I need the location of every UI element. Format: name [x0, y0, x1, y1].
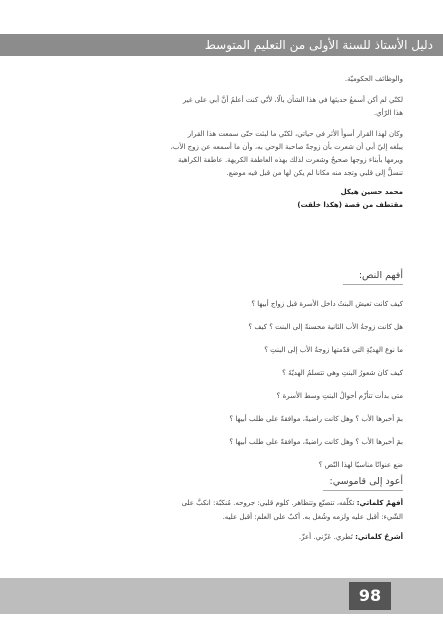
question-item: ما نوع الهديّةِ التي قدّمتها زوجةُ الأب إلى البنتِ ؟ — [264, 346, 403, 354]
header-title: دليل الأستاذ للسنة الأولى من التعليم المتوسط — [204, 38, 433, 52]
passage-line: وكان لهذا القرار أسوأُ الأثر في حياتي، لكنّي ما لبثت حتّى سمعت هذا القرار — [187, 130, 403, 138]
glossary — [40, 496, 403, 544]
question-item: كيف كان شعورُ البنتِ وهي تتسلمُ الهديّةَ ؟ — [282, 369, 403, 377]
question-item: بمَ أخبرها الأب ؟ وهل كانت راضيةً، موافقةً على طلب أبيها ؟ — [229, 415, 403, 423]
question-item: بمَ أخبرها الأب ؟ وهل كانت راضيةً، موافقةً على طلب أبيها ؟ — [229, 438, 403, 446]
passage-line: لكنّي لم أكن أسمعُ حديثها في هذا الشأن بالًا، لأنّي كنت أعلمُ أنَّ أبي على غير — [182, 96, 403, 104]
understand-heading: أفهم النص: — [343, 270, 403, 285]
passage-line: تنسلُّ إلى قلبي وتجد منه مكانا لم يكن لها من قبل فيه موضع. — [226, 169, 403, 177]
glossary-label: أشرحُ كلماتي: — [355, 533, 403, 541]
passage — [40, 73, 403, 212]
question-item: هل كانت زوجةُ الأب الثانية محسنةً إلى البنت ؟ كيف ؟ — [248, 323, 403, 331]
glossary-text: تَطري. عَزّني. أعزّ. — [298, 533, 356, 541]
dictionary-heading: أعود إلى قاموسي: — [323, 476, 403, 491]
passage-line: والوظائف الحكوميّة. — [344, 75, 403, 83]
glossary-text: تكلّفه، تتصنّع وتتظاهر. كلوم قلبي: جروحه. مُنكبّة: انكبَّ على — [181, 499, 357, 507]
passage-line: ويرمها بأبناء زوجها صحيحٌ وشعرت لذلك بهذه العاطفة الكريهة. عاطفة الكراهية — [178, 156, 403, 164]
passage-source: مقتطف من قصة (هكذا خلقت) — [297, 201, 403, 209]
question-item: ضع عنوانًا مناسبًا لهذا النّص ؟ — [318, 461, 403, 469]
question-item: كيف كانت تعيش البنتُ داخل الأسرة قبل زواج أبيها ؟ — [251, 300, 403, 308]
glossary-line: الشّيء: أقبل عليه ولزمه وشُغل به. أكبّ على العلم: أقبل عليه. — [222, 513, 403, 521]
passage-line: هذا الرّأي. — [373, 109, 403, 117]
glossary-label: أفهمُ كلماتي: — [356, 499, 403, 507]
question-item: متى بدأت تتأزّم أحوالُ البنتِ وسط الأسرة ؟ — [276, 392, 403, 400]
glossary-line — [40, 530, 403, 544]
glossary-line — [40, 496, 403, 510]
page-number: 98 — [349, 582, 391, 610]
passage-line: يبلغه إليّ أبي أن شعرت بأن زوجةً صاحبة الوحي به، وأن ما أسمعه عن زوج الأب، — [170, 143, 403, 151]
passage-author: محمد حسين هيكل — [340, 188, 403, 196]
